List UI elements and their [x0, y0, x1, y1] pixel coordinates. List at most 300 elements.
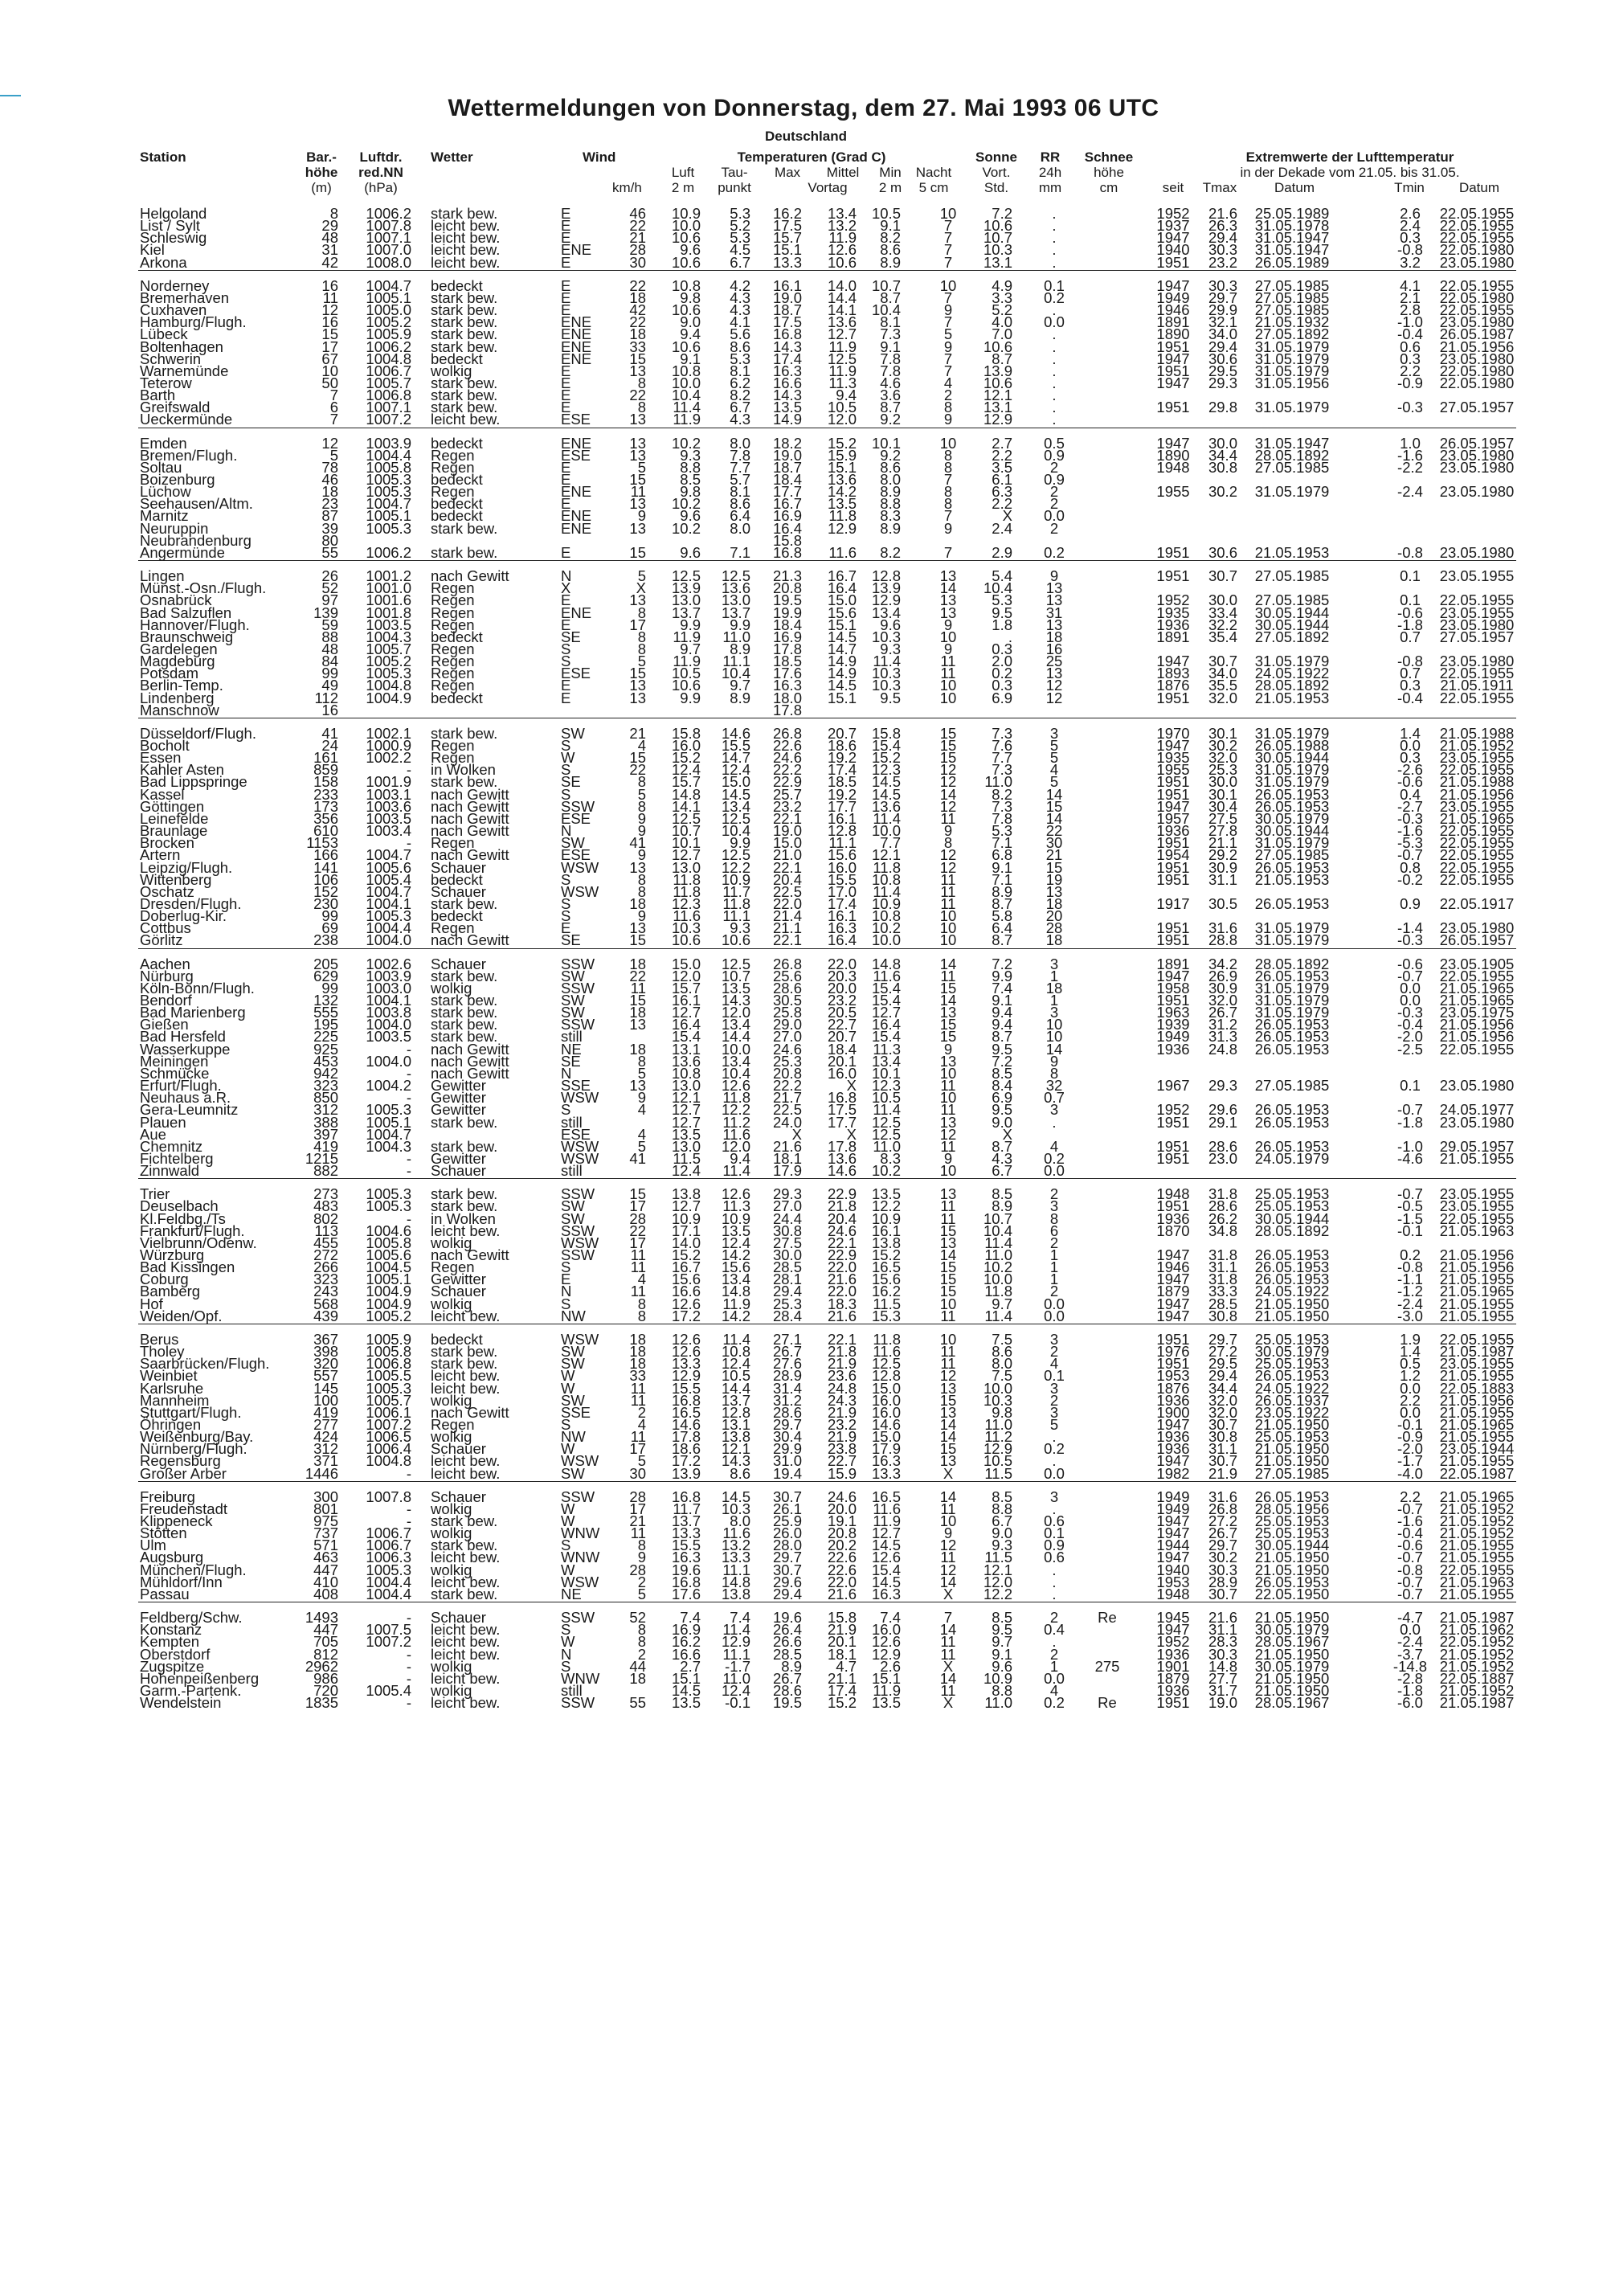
cell-windDir: SE: [561, 773, 581, 791]
cell-sonne: 6.1: [992, 471, 1012, 488]
cell-rr: 10: [1045, 1016, 1063, 1033]
cell-t2m: 9.6: [680, 241, 701, 259]
cell-min: 10.3: [871, 628, 901, 645]
cell-mittel: 15.0: [827, 591, 857, 609]
cell-bar: 356: [313, 809, 338, 827]
header-min-1: Min: [879, 165, 902, 180]
cell-seit: 1947: [1156, 1525, 1190, 1542]
cell-min: 8.0: [880, 471, 901, 488]
cell-max: 20.4: [772, 870, 802, 888]
cell-mittel: X: [846, 1077, 857, 1095]
cell-windSpd: 21: [629, 724, 646, 742]
cell-windDir: ENE: [561, 604, 592, 621]
cell-dmin: 21.05.1965: [1439, 809, 1515, 827]
cell-station: Großer Arber: [140, 1464, 227, 1482]
cell-windDir: ESE: [561, 809, 591, 827]
cell-tau: 13.4: [721, 797, 750, 815]
cell-sonne: 8.8: [992, 1500, 1012, 1517]
cell-luft: 1005.3: [366, 665, 411, 682]
cell-tmin: 0.1: [1400, 1077, 1421, 1095]
cell-windDir: S: [561, 1415, 571, 1433]
cell-seit: 1891: [1156, 313, 1190, 331]
cell-rr: 3: [1049, 1488, 1059, 1505]
cell-nacht: 11: [940, 1343, 956, 1361]
header-wind: Wind: [583, 149, 616, 165]
cell-station: Ueckermünde: [140, 411, 233, 428]
cell-luft: -: [406, 1149, 411, 1167]
cell-station: Gardelegen: [140, 640, 218, 657]
cell-seit: 1951: [1156, 1137, 1190, 1155]
cell-rr: .: [1052, 253, 1057, 271]
cell-dmax: 30.05.1979: [1254, 1657, 1330, 1675]
cell-windSpd: 11: [630, 1379, 646, 1397]
cell-bar: 975: [313, 1512, 338, 1529]
cell-tmin: -0.4: [1397, 1016, 1423, 1033]
cell-windDir: E: [561, 677, 571, 694]
cell-t2m: 10.6: [671, 931, 701, 949]
cell-min: 15.2: [871, 1246, 901, 1263]
cell-tau: 4.3: [730, 289, 750, 306]
cell-nacht: 11: [940, 1355, 956, 1373]
cell-dmax: 25.05.1953: [1254, 1525, 1330, 1542]
cell-t2m: 9.8: [680, 483, 701, 501]
cell-sonne: 7.5: [992, 1330, 1012, 1348]
cell-sonne: 7.2: [992, 1052, 1012, 1070]
cell-luft: 1000.9: [366, 737, 411, 754]
cell-wetter: Regen: [431, 919, 475, 937]
cell-min: 8.2: [880, 543, 901, 561]
cell-tau: 13.5: [721, 979, 750, 997]
cell-luft: 1004.3: [366, 628, 411, 645]
cell-seit: 1951: [1156, 858, 1190, 876]
header-bar-3: (m): [311, 180, 332, 195]
cell-mittel: 15.2: [827, 434, 857, 452]
cell-max: 24.6: [772, 749, 802, 767]
cell-nacht: 9: [943, 301, 953, 319]
cell-sonne: 7.5: [992, 1367, 1012, 1385]
cell-wetter: stark bew.: [431, 205, 498, 222]
cell-max: 16.4: [772, 519, 802, 537]
cell-dmax: 21.05.1950: [1254, 1415, 1330, 1433]
cell-t2m: 11.6: [673, 907, 701, 925]
cell-rr: 21: [1045, 846, 1063, 864]
cell-seit: 1936: [1156, 822, 1190, 840]
cell-max: X: [791, 1125, 802, 1143]
cell-dmin: 23.05.1980: [1439, 919, 1515, 937]
cell-tmax: 30.7: [1208, 1585, 1237, 1602]
cell-nacht: 15: [939, 737, 957, 754]
cell-seit: 1876: [1156, 1379, 1190, 1397]
cell-dmax: 21.05.1950: [1254, 1440, 1330, 1458]
cell-windSpd: 22: [629, 387, 646, 404]
cell-seit: 1893: [1156, 665, 1190, 682]
cell-tmax: 30.7: [1208, 653, 1237, 670]
cell-windDir: S: [561, 653, 571, 670]
cell-luft: 1002.1: [366, 724, 411, 742]
cell-t2m: 16.8: [671, 1391, 701, 1409]
cell-luft: 1005.1: [366, 289, 411, 306]
cell-t2m: 16.2: [671, 1633, 701, 1651]
cell-dmax: 21.05.1950: [1254, 1307, 1330, 1324]
cell-dmin: 22.05.1980: [1439, 374, 1515, 391]
cell-mittel: 14.9: [827, 653, 857, 670]
cell-min: 10.9: [871, 1209, 901, 1227]
cell-max: 19.0: [772, 822, 802, 840]
cell-luft: 1003.1: [366, 785, 411, 803]
cell-mittel: 15.6: [827, 846, 857, 864]
cell-dmax: 26.05.1953: [1254, 1040, 1330, 1058]
cell-windDir: WSW: [561, 1234, 599, 1251]
cell-windDir: SE: [561, 1052, 581, 1070]
cell-windSpd: 5: [637, 1452, 646, 1470]
header-temperaturen: Temperaturen (Grad C): [737, 149, 886, 165]
table-row: [0, 1137, 1607, 1155]
cell-tmax: 30.7: [1208, 1452, 1237, 1470]
cell-tmin: -0.3: [1397, 931, 1423, 949]
table-row: [0, 1440, 1607, 1458]
cell-station: Manschnow: [140, 701, 219, 718]
table-row: [0, 495, 1607, 513]
cell-windDir: E: [561, 919, 571, 937]
cell-seit: 1940: [1156, 1561, 1190, 1578]
cell-windSpd: 5: [637, 1137, 646, 1155]
cell-tmin: -0.1: [1397, 1222, 1423, 1239]
table-row: [0, 446, 1607, 464]
cell-rr: 0.6: [1044, 1512, 1065, 1529]
cell-windDir: still: [561, 1028, 583, 1046]
cell-wetter: stark bew.: [431, 1004, 498, 1021]
cell-bar: 18: [321, 483, 338, 501]
cell-min: 16.0: [871, 1621, 901, 1639]
cell-windSpd: 4: [637, 1271, 646, 1288]
cell-min: 11.4: [873, 653, 901, 670]
cell-luft: 1004.4: [366, 919, 411, 937]
cell-seit: 1949: [1156, 1500, 1190, 1517]
cell-luft: 1004.2: [366, 1077, 411, 1095]
cell-bar: 55: [321, 543, 338, 561]
cell-windDir: S: [561, 1621, 571, 1639]
cell-dmin: 27.05.1957: [1439, 628, 1515, 645]
cell-tmax: 32.0: [1208, 1403, 1237, 1421]
cell-wetter: Gewitter: [431, 1149, 486, 1167]
cell-tmax: 27.5: [1208, 809, 1237, 827]
cell-bar: 801: [313, 1500, 338, 1517]
cell-bar: 705: [313, 1633, 338, 1651]
cell-wetter: bedeckt: [431, 434, 483, 452]
cell-tmax: 32.0: [1208, 1391, 1237, 1409]
table-row: [0, 1259, 1607, 1276]
table-row: [0, 665, 1607, 682]
cell-seit: 1890: [1156, 446, 1190, 464]
cell-windSpd: 13: [629, 591, 646, 609]
cell-seit: 1936: [1156, 1681, 1190, 1699]
cell-dmax: 30.05.1944: [1254, 1209, 1330, 1227]
cell-t2m: 13.0: [671, 858, 701, 876]
header-nacht-1: Nacht: [915, 165, 952, 180]
cell-wetter: stark bew.: [431, 301, 498, 319]
cell-mittel: 14.6: [827, 1162, 857, 1180]
cell-windDir: SSE: [561, 1077, 591, 1095]
cell-dmax: 31.05.1979: [1254, 761, 1330, 779]
cell-windDir: SW: [561, 1004, 585, 1021]
cell-luft: 1004.1: [366, 992, 411, 1009]
cell-t2m: 19.6: [671, 1561, 701, 1578]
cell-dmax: 26.05.1953: [1254, 1028, 1330, 1046]
cell-station: Seehausen/Altm.: [140, 495, 253, 513]
cell-station: Bendorf: [140, 992, 192, 1009]
cell-max: 31.2: [772, 1391, 802, 1409]
cell-tau: 11.8: [722, 1089, 750, 1107]
cell-dmax: 23.05.1922: [1254, 1403, 1330, 1421]
cell-windDir: W: [561, 1512, 575, 1529]
cell-dmax: 26.05.1953: [1254, 1367, 1330, 1385]
cell-bar: 11: [322, 289, 338, 306]
cell-tau: 12.5: [721, 955, 750, 972]
cell-windDir: NW: [561, 1307, 586, 1324]
cell-tau: 13.2: [721, 1537, 750, 1554]
cell-seit: 1944: [1156, 1537, 1190, 1554]
cell-rr: 2: [1049, 1609, 1059, 1627]
cell-bar: 859: [313, 761, 338, 779]
cell-min: 4.6: [880, 374, 901, 391]
cell-bar: 87: [321, 507, 338, 525]
cell-mittel: 15.1: [827, 458, 857, 476]
cell-tau: 10.4: [721, 1064, 750, 1082]
cell-station: Bad Hersfeld: [140, 1028, 226, 1046]
cell-t2m: 13.0: [671, 591, 701, 609]
cell-t2m: 17.1: [671, 1222, 701, 1239]
cell-t2m: 12.4: [671, 761, 701, 779]
cell-mittel: 22.7: [827, 1452, 857, 1470]
cell-max: 18.2: [772, 434, 802, 452]
cell-luft: 1004.8: [366, 350, 411, 367]
cell-t2m: 10.4: [671, 387, 701, 404]
cell-dmin: 22.05.1955: [1439, 1040, 1515, 1058]
cell-max: 27.0: [772, 1028, 802, 1046]
cell-windSpd: 22: [629, 967, 646, 984]
cell-min: 11.0: [873, 1137, 901, 1155]
cell-station: Cottbus: [140, 919, 191, 937]
cell-sonne: 8.5: [992, 1064, 1012, 1082]
cell-mittel: 20.3: [827, 967, 857, 984]
cell-tau: 14.5: [721, 785, 750, 803]
cell-dmax: 21.05.1932: [1254, 313, 1330, 331]
cell-rr: 4: [1049, 1137, 1059, 1155]
cell-mittel: 21.6: [827, 1271, 857, 1288]
cell-tmin: -0.4: [1397, 325, 1423, 343]
cell-windSpd: 9: [637, 846, 646, 864]
cell-station: Lübeck: [140, 325, 188, 343]
cell-windSpd: 5: [637, 567, 646, 585]
cell-tmax: 29.3: [1208, 1077, 1237, 1095]
cell-tmax: 28.3: [1208, 1633, 1237, 1651]
cell-windDir: WSW: [561, 1089, 599, 1107]
cell-dmin: 22.05.1955: [1439, 276, 1515, 294]
cell-windDir: E: [561, 591, 571, 609]
cell-seit: 1947: [1156, 1295, 1190, 1312]
cell-rr: 0.1: [1044, 276, 1065, 294]
table-row: [0, 919, 1607, 937]
cell-tmax: 28.6: [1208, 1137, 1237, 1155]
cell-rr: 3: [1049, 955, 1059, 972]
table-row: [0, 253, 1607, 271]
cell-wetter: stark bew.: [431, 1137, 498, 1155]
cell-sonne: 10.6: [983, 374, 1012, 391]
cell-windSpd: 18: [629, 894, 646, 912]
cell-tau: 8.6: [730, 1464, 750, 1482]
cell-seit: 1949: [1156, 289, 1190, 306]
table-row: [0, 1330, 1607, 1348]
header-schnee-3: cm: [1099, 180, 1118, 195]
cell-station: Schmücke: [140, 1064, 210, 1082]
cell-bar: 610: [313, 822, 338, 840]
cell-bar: 225: [313, 1028, 338, 1046]
cell-bar: 46: [321, 471, 338, 488]
cell-station: Braunschweig: [140, 628, 234, 645]
cell-seit: 1958: [1156, 979, 1190, 997]
cell-mittel: 16.3: [827, 919, 857, 937]
cell-tau: 12.9: [721, 1633, 750, 1651]
cell-windSpd: 18: [629, 1669, 646, 1687]
header-bar-1: Bar.-: [306, 149, 337, 165]
cell-station: Marnitz: [140, 507, 189, 525]
cell-dmax: 28.05.1967: [1254, 1633, 1330, 1651]
cell-windDir: E: [561, 229, 571, 247]
cell-max: 19.4: [772, 1464, 802, 1482]
cell-min: 15.4: [871, 1561, 901, 1578]
cell-wetter: Schauer: [431, 1162, 486, 1180]
cell-windDir: SW: [561, 1197, 585, 1215]
cell-wetter: leicht bew.: [431, 1669, 501, 1687]
cell-bar: 230: [313, 894, 338, 912]
cell-max: 25.3: [772, 1295, 802, 1312]
cell-tmin: 2.2: [1400, 1391, 1421, 1409]
cell-tmin: -1.2: [1397, 1283, 1423, 1300]
cell-luft: 1004.4: [366, 1585, 411, 1602]
cell-mittel: 16.1: [827, 907, 857, 925]
cell-max: 29.4: [772, 1585, 802, 1602]
cell-tau: 6.7: [730, 399, 750, 416]
cell-dmin: 22.05.1980: [1439, 289, 1515, 306]
cell-nacht: 11: [940, 1681, 956, 1699]
cell-windDir: N: [561, 1645, 572, 1663]
cell-dmax: 26.05.1953: [1254, 1271, 1330, 1288]
cell-seit: 1900: [1156, 1403, 1190, 1421]
cell-bar: 173: [313, 797, 338, 815]
cell-tmin: 0.4: [1400, 785, 1421, 803]
cell-dmax: 31.05.1979: [1254, 992, 1330, 1009]
cell-seit: 1982: [1156, 1464, 1190, 1482]
cell-luft: 1006.2: [366, 205, 411, 222]
cell-mittel: 19.2: [827, 785, 857, 803]
cell-wetter: leicht bew.: [431, 1621, 501, 1639]
cell-tmin: 0.3: [1400, 229, 1421, 247]
cell-nacht: 10: [939, 677, 957, 694]
cell-tmin: -0.4: [1397, 1525, 1423, 1542]
cell-luft: 1004.7: [366, 882, 411, 900]
cell-nacht: 13: [939, 1403, 957, 1421]
cell-station: Freudenstadt: [140, 1500, 228, 1517]
cell-wetter: bedeckt: [431, 907, 483, 925]
cell-tmax: 29.2: [1208, 846, 1237, 864]
cell-windDir: S: [561, 870, 571, 888]
header-datum-min: Datum: [1458, 180, 1500, 195]
cell-windDir: E: [561, 289, 571, 306]
cell-tau: 12.4: [721, 1234, 750, 1251]
cell-tmin: 0.0: [1400, 992, 1421, 1009]
cell-tau: 10.7: [721, 967, 750, 984]
cell-dmin: 22.05.1887: [1439, 1669, 1515, 1687]
cell-seit: 1947: [1156, 967, 1190, 984]
cell-bar: 1153: [306, 834, 338, 852]
cell-dmin: 21.05.1952: [1439, 1657, 1515, 1675]
cell-seit: 1951: [1156, 870, 1190, 888]
cell-t2m: 10.5: [671, 665, 701, 682]
table-row: [0, 1052, 1607, 1070]
cell-tau: 8.1: [730, 362, 750, 379]
cell-nacht: 10: [939, 931, 957, 949]
cell-sonne: 7.2: [992, 955, 1012, 972]
header-dekade: in der Dekade vom 21.05. bis 31.05.: [1240, 165, 1460, 180]
cell-sonne: 8.7: [992, 1137, 1012, 1155]
cell-mittel: 21.9: [827, 1355, 857, 1373]
cell-bar: 7: [329, 411, 338, 428]
cell-rr: 0.0: [1044, 1307, 1065, 1324]
cell-nacht: 11: [940, 1137, 956, 1155]
cell-windDir: WSW: [561, 1573, 599, 1590]
cell-wetter: nach Gewitt: [431, 822, 509, 840]
cell-seit: 1936: [1156, 1040, 1190, 1058]
cell-luft: -: [406, 834, 411, 852]
cell-dmin: 22.05.1955: [1439, 846, 1515, 864]
cell-station: Leinefelde: [140, 809, 209, 827]
cell-t2m: 12.6: [671, 1330, 701, 1348]
cell-dmin: 21.05.1965: [1439, 979, 1515, 997]
cell-station: Zugspitze: [140, 1657, 205, 1675]
cell-tau: 11.0: [722, 1669, 750, 1687]
cell-windSpd: X: [636, 579, 646, 597]
table-row: [0, 1355, 1607, 1373]
cell-min: 15.6: [871, 1271, 901, 1288]
cell-windDir: E: [561, 471, 571, 488]
cell-rr: 0.0: [1044, 313, 1065, 331]
cell-t2m: 12.6: [671, 1343, 701, 1361]
table-row: [0, 809, 1607, 827]
cell-seit: 1891: [1156, 955, 1190, 972]
cell-station: Nürnberg/Flugh.: [140, 1440, 247, 1458]
cell-nacht: 10: [939, 1064, 957, 1082]
table-row: [0, 1379, 1607, 1397]
cell-windDir: SW: [561, 992, 585, 1009]
cell-tau: 13.4: [721, 1016, 750, 1033]
cell-tau: 15.5: [721, 737, 750, 754]
cell-rr: 13: [1045, 616, 1063, 633]
cell-mittel: 20.5: [827, 1004, 857, 1021]
cell-nacht: 9: [943, 1525, 953, 1542]
cell-mittel: 12.7: [827, 325, 857, 343]
cell-tmax: 29.6: [1208, 1101, 1237, 1119]
cell-sonne: 2.2: [992, 446, 1012, 464]
cell-bar: 69: [321, 919, 338, 937]
cell-tau: 14.2: [721, 1246, 750, 1263]
cell-tmin: 0.2: [1400, 1246, 1421, 1263]
cell-bar: 158: [313, 773, 338, 791]
cell-dmin: 23.05.1980: [1439, 653, 1515, 670]
cell-bar: 78: [321, 458, 338, 476]
cell-bar: 6: [329, 399, 338, 416]
cell-min: 10.8: [871, 907, 901, 925]
cell-tau: 11.1: [722, 907, 750, 925]
